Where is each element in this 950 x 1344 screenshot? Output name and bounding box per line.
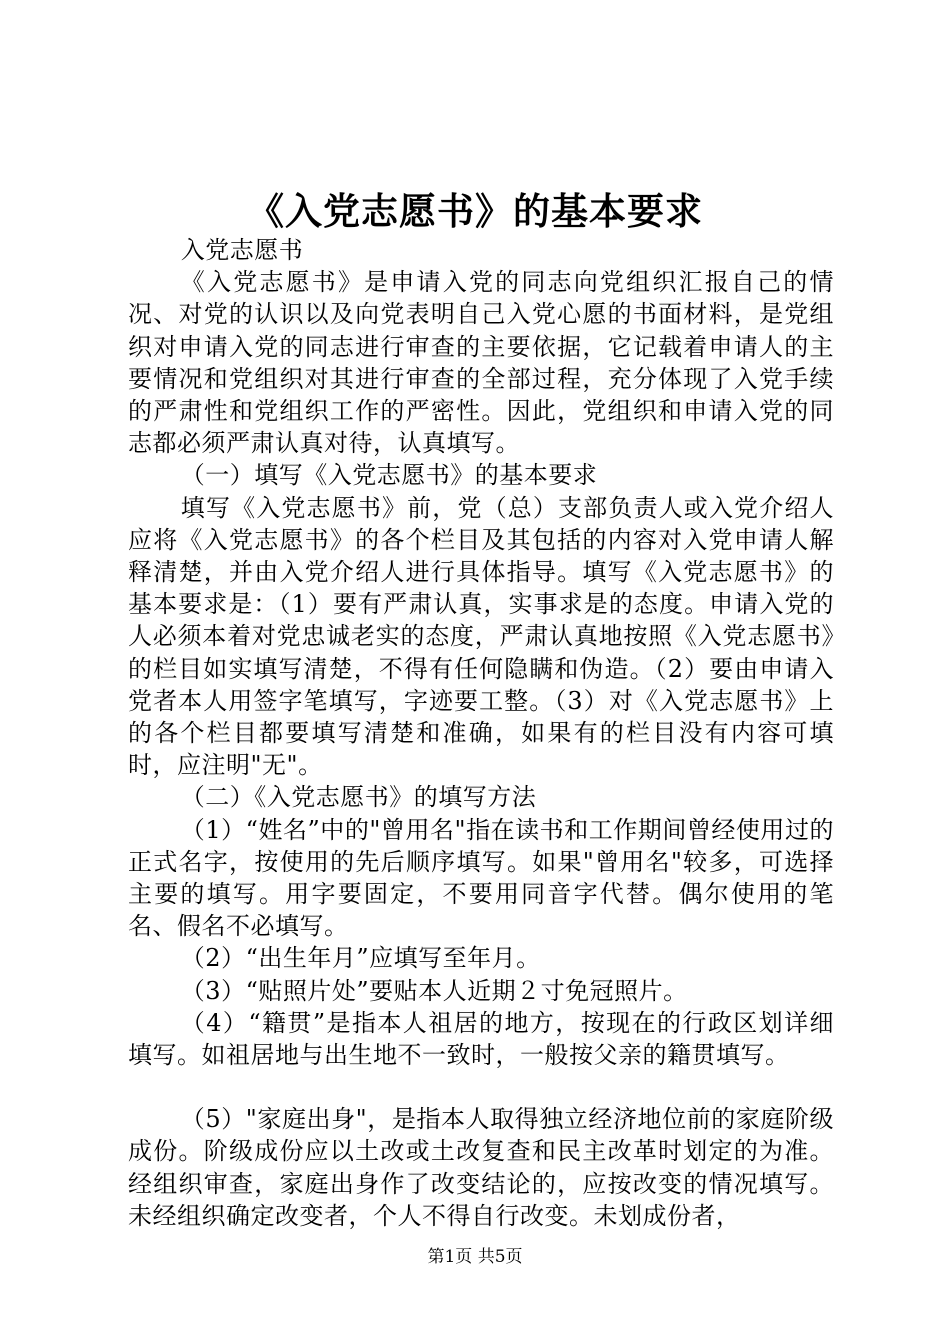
paragraph-intro: 《入党志愿书》是申请入党的同志向党组织汇报自己的情况、对党的认识以及向党表明自己入党心愿的书面材料，是党组织对申请入党的同志进行审查的主要依据，它记载着申请人的主要情况和党组织对其进行审查的全部过程，充分体现了入党手续的严肃性和党组织工作的严密性。因此，党组织和申请入党的同志都必须严肃认真对待，认真填写。 bbox=[128, 268, 834, 458]
paragraph-item-native-place: （4）“籍贯”是指本人祖居的地方，按现在的行政区划详细填写。如祖居地与出生地不一致时，一般按父亲的籍贯填写。 bbox=[128, 1008, 834, 1070]
paragraph-item-name: （1）“姓名”中的"曾用名"指在读书和工作期间曾经使用过的正式名字，按使用的先后顺序填写。如果"曾用名"较多，可选择主要的填写。用字要固定，不要用同音字代替。偶尔使用的笔名、假名不必填写。 bbox=[128, 815, 834, 941]
paragraph-item-birth: （2）“出生年月”应填写至年月。 bbox=[180, 944, 541, 973]
section-heading-basic-requirements: （一）填写《入党志愿书》的基本要求 bbox=[180, 461, 598, 490]
document-title: 《入党志愿书》的基本要求 bbox=[247, 189, 703, 233]
paragraph-basic-requirements: 填写《入党志愿书》前，党（总）支部负责人或入党介绍人应将《入党志愿书》的各个栏目及其包括的内容对入党申请人解释清楚，并由入党介绍人进行具体指导。填写《入党志愿书》的基本要求是：（1）要有严肃认真，实事求是的态度。申请入党的人必须本着对党忠诚老实的态度，严肃认真地按照《入党志愿书》的栏目如实填写清楚，不得有任何隐瞒和伪造。（2）要由申请入党者本人用签字笔填写，字迹要工整。（3）对《入党志愿书》上的各个栏目都要填写清楚和准确，如果有的栏目没有内容可填时，应注明"无"。 bbox=[128, 493, 834, 780]
paragraph-item-photo: （3）“贴照片处”要贴本人近期２寸免冠照片。 bbox=[180, 976, 688, 1005]
document-body bbox=[128, 234, 834, 1232]
section-heading-filling-method: （二）《入党志愿书》的填写方法 bbox=[180, 783, 537, 812]
page-footer: 第1页 共5页 bbox=[427, 1247, 523, 1267]
paragraph-heading-label: 入党志愿书 bbox=[180, 236, 304, 264]
paragraph-item-family-background: （5）"家庭出身"，是指本人取得独立经济地位前的家庭阶级成份。阶级成份应以土改或土改复查和民主改革时划定的为准。经组织审查，家庭出身作了改变结论的，应按改变的情况填写。未经组织确定改变者，个人不得自行改变。未划成份者， bbox=[128, 1105, 834, 1230]
